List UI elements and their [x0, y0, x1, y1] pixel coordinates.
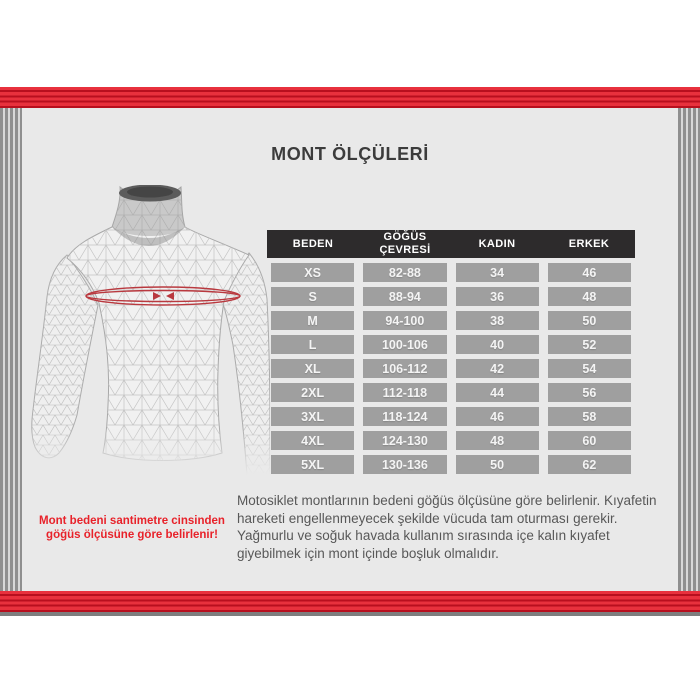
cell-size: L [271, 335, 354, 354]
cell-size: 5XL [271, 455, 354, 474]
cell-size: 2XL [271, 383, 354, 402]
cell-size: XS [271, 263, 354, 282]
right-stripe-border [678, 87, 700, 612]
cell-men: 46 [548, 263, 631, 282]
description-paragraph: Motosiklet montlarının bedeni göğüs ölçüsüne göre belirlenir. Kıyafetin hareketi engellenmeyecek şekilde vücuda tam oturması gerekir. Yağmurlu ve soğuk havada kullanım sırasında içe kalın kıyafet giyebilmek için mont içinde boşluk olmalıdır. [237, 493, 657, 561]
bottom-gray-rule [0, 612, 700, 616]
size-table-body [267, 258, 635, 474]
cell-size: 4XL [271, 431, 354, 450]
cell-men: 56 [548, 383, 631, 402]
cell-women: 36 [456, 287, 539, 306]
cell-size: 3XL [271, 407, 354, 426]
cell-size: S [271, 287, 354, 306]
cell-chest: 82-88 [363, 263, 446, 282]
cell-size: XL [271, 359, 354, 378]
header-gogus-cevresi: GÖĞÜS ÇEVRESİ [379, 231, 431, 256]
cell-chest: 88-94 [363, 287, 446, 306]
cell-chest: 94-100 [363, 311, 446, 330]
cell-men: 52 [548, 335, 631, 354]
cell-chest: 118-124 [363, 407, 446, 426]
top-red-stripe-bar [0, 87, 700, 108]
page-title: MONT ÖLÇÜLERİ [271, 144, 429, 164]
header-erkek: ERKEK [568, 237, 610, 250]
cell-men: 62 [548, 455, 631, 474]
size-table-header-row [267, 230, 635, 258]
neck-opening-inner [127, 187, 173, 198]
cell-size: M [271, 311, 354, 330]
torso-wireframe-figure [25, 185, 270, 475]
cell-men: 54 [548, 359, 631, 378]
header-kadin: KADIN [478, 237, 516, 250]
cell-women: 42 [456, 359, 539, 378]
cell-women: 44 [456, 383, 539, 402]
figure-bottom-fade [25, 427, 270, 475]
jacket-size-table [267, 230, 635, 474]
cell-women: 46 [456, 407, 539, 426]
cell-chest: 100-106 [363, 335, 446, 354]
cell-women: 38 [456, 311, 539, 330]
cell-women: 40 [456, 335, 539, 354]
cell-chest: 124-130 [363, 431, 446, 450]
cell-men: 48 [548, 287, 631, 306]
cell-women: 48 [456, 431, 539, 450]
cell-chest: 112-118 [363, 383, 446, 402]
cell-chest: 130-136 [363, 455, 446, 474]
cell-chest: 106-112 [363, 359, 446, 378]
bottom-red-stripe-bar [0, 591, 700, 612]
cell-women: 34 [456, 263, 539, 282]
cell-men: 58 [548, 407, 631, 426]
left-stripe-border [0, 87, 22, 612]
chest-measure-note: Mont bedeni santimetre cinsinden göğüs ölçüsüne göre belirlenir! [39, 515, 225, 541]
cell-men: 60 [548, 431, 631, 450]
cell-women: 50 [456, 455, 539, 474]
header-beden: BEDEN [292, 237, 334, 250]
cell-men: 50 [548, 311, 631, 330]
